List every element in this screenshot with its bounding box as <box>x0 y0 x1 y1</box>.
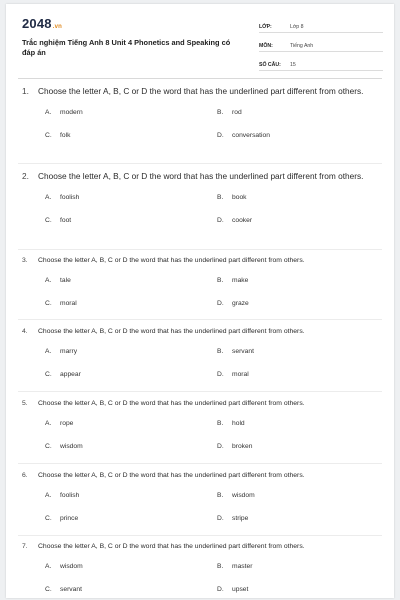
meta-row-subject <box>259 37 383 52</box>
question-number: 2. <box>22 171 29 181</box>
meta-key: LỚP: <box>259 24 272 30</box>
option-text: foolish <box>60 492 80 499</box>
option-b[interactable] <box>217 194 247 201</box>
question-number: 7. <box>22 543 28 550</box>
header-divider <box>18 78 382 79</box>
option-letter: D. <box>217 443 224 450</box>
option-text: folk <box>60 132 71 139</box>
answer-options <box>22 106 384 151</box>
option-letter: B. <box>217 109 224 116</box>
option-c[interactable] <box>45 443 83 450</box>
option-letter: C. <box>45 300 52 307</box>
option-text: prince <box>60 515 79 522</box>
question-number: 5. <box>22 400 28 407</box>
option-letter: A. <box>45 194 52 201</box>
option-letter: C. <box>45 443 52 450</box>
answer-options <box>22 560 384 598</box>
question-2 <box>22 169 384 236</box>
meta-key: MÔN: <box>259 43 273 49</box>
option-text: master <box>232 563 253 570</box>
option-text: wisdom <box>60 563 83 570</box>
option-text: cooker <box>232 217 253 224</box>
question-6 <box>22 471 384 534</box>
option-c[interactable] <box>45 132 70 139</box>
option-d[interactable] <box>217 371 249 378</box>
option-d[interactable] <box>217 132 270 139</box>
question-divider <box>18 463 382 464</box>
option-a[interactable] <box>45 420 73 427</box>
option-letter: D. <box>217 132 224 139</box>
meta-key: SỐ CÂU: <box>259 62 281 68</box>
question-divider <box>18 319 382 320</box>
option-c[interactable] <box>45 515 78 522</box>
option-a[interactable] <box>45 277 71 284</box>
option-letter: C. <box>45 132 52 139</box>
question-text: Choose the letter A, B, C or D the word that has the underlined part different from others. <box>38 257 305 264</box>
question-1 <box>22 84 384 151</box>
answer-options <box>22 274 384 319</box>
option-d[interactable] <box>217 300 249 307</box>
option-text: broken <box>232 443 253 450</box>
option-b[interactable] <box>217 277 248 284</box>
option-text: foolish <box>60 194 80 201</box>
meta-row-class <box>259 18 383 33</box>
document-meta <box>259 18 383 75</box>
option-letter: A. <box>45 348 52 355</box>
option-letter: B. <box>217 348 224 355</box>
option-letter: B. <box>217 194 224 201</box>
option-letter: B. <box>217 277 224 284</box>
option-b[interactable] <box>217 492 255 499</box>
option-text: rod <box>232 109 242 116</box>
option-text: marry <box>60 348 78 355</box>
option-text: wisdom <box>232 492 255 499</box>
question-number: 4. <box>22 328 28 335</box>
question-text: Choose the letter A, B, C or D the word that has the underlined part different from others. <box>38 543 305 550</box>
meta-value: Lớp 8 <box>290 24 304 30</box>
option-text: foot <box>60 217 72 224</box>
option-letter: C. <box>45 515 52 522</box>
option-letter: A. <box>45 420 52 427</box>
option-letter: B. <box>217 492 224 499</box>
option-text: appear <box>60 371 81 378</box>
option-text: servant <box>60 586 82 593</box>
document-header <box>6 4 394 78</box>
option-letter: A. <box>45 563 52 570</box>
question-divider <box>18 163 382 164</box>
option-text: modern <box>60 109 83 116</box>
option-letter: B. <box>217 420 224 427</box>
meta-value: Tiếng Anh <box>290 43 314 49</box>
option-c[interactable] <box>45 371 81 378</box>
option-a[interactable] <box>45 563 83 570</box>
question-3 <box>22 256 384 319</box>
option-b[interactable] <box>217 348 254 355</box>
option-text: moral <box>60 300 77 307</box>
question-divider <box>18 249 382 250</box>
option-text: stripe <box>232 515 249 522</box>
option-letter: D. <box>217 515 224 522</box>
option-c[interactable] <box>45 217 71 224</box>
question-4 <box>22 327 384 390</box>
meta-value: 15 <box>290 62 296 68</box>
option-text: tale <box>60 277 71 284</box>
option-a[interactable] <box>45 492 79 499</box>
answer-options <box>22 417 384 462</box>
answer-options <box>22 489 384 534</box>
question-divider <box>18 535 382 536</box>
option-text: upset <box>232 586 249 593</box>
option-c[interactable] <box>45 300 77 307</box>
option-letter: C. <box>45 217 52 224</box>
option-text: make <box>232 277 249 284</box>
option-d[interactable] <box>217 515 248 522</box>
option-a[interactable] <box>45 348 77 355</box>
question-text: Choose the letter A, B, C or D the word that has the underlined part different from others. <box>38 400 305 407</box>
option-d[interactable] <box>217 586 248 593</box>
option-c[interactable] <box>45 586 82 593</box>
option-letter: D. <box>217 300 224 307</box>
option-letter: A. <box>45 492 52 499</box>
logo-text: 2048 <box>22 16 52 31</box>
document-page <box>6 4 394 598</box>
answer-options <box>22 345 384 390</box>
option-letter: D. <box>217 217 224 224</box>
page-title: Trắc nghiệm Tiếng Anh 8 Unit 4 Phonetics and Speaking có đáp án <box>22 38 231 57</box>
question-divider <box>18 391 382 392</box>
option-text: wisdom <box>60 443 83 450</box>
option-letter: C. <box>45 371 52 378</box>
question-number: 6. <box>22 472 28 479</box>
question-text: Choose the letter A, B, C or D the word that has the underlined part different from others. <box>38 328 305 335</box>
logo-suffix: .vn <box>52 24 63 30</box>
option-b[interactable] <box>217 109 242 116</box>
option-letter: A. <box>45 277 52 284</box>
option-letter: D. <box>217 586 224 593</box>
option-text: hold <box>232 420 245 427</box>
option-text: book <box>232 194 247 201</box>
option-b[interactable] <box>217 420 245 427</box>
question-text: Choose the letter A, B, C or D the word that has the underlined part different from others. <box>38 86 364 96</box>
site-logo[interactable] <box>22 16 62 31</box>
option-b[interactable] <box>217 563 252 570</box>
option-a[interactable] <box>45 109 83 116</box>
meta-row-count <box>259 56 383 71</box>
option-a[interactable] <box>45 194 79 201</box>
option-text: graze <box>232 300 249 307</box>
option-text: rope <box>60 420 74 427</box>
option-d[interactable] <box>217 443 252 450</box>
option-text: servant <box>232 348 254 355</box>
question-text: Choose the letter A, B, C or D the word that has the underlined part different from others. <box>38 472 305 479</box>
option-letter: C. <box>45 586 52 593</box>
option-letter: A. <box>45 109 52 116</box>
question-7 <box>22 542 384 598</box>
option-letter: D. <box>217 371 224 378</box>
answer-options <box>22 191 384 236</box>
option-d[interactable] <box>217 217 252 224</box>
question-number: 3. <box>22 257 28 264</box>
question-number: 1. <box>22 86 29 96</box>
question-text: Choose the letter A, B, C or D the word that has the underlined part different from others. <box>38 171 364 181</box>
option-text: moral <box>232 371 249 378</box>
question-5 <box>22 399 384 462</box>
option-letter: B. <box>217 563 224 570</box>
option-text: conversation <box>232 132 270 139</box>
